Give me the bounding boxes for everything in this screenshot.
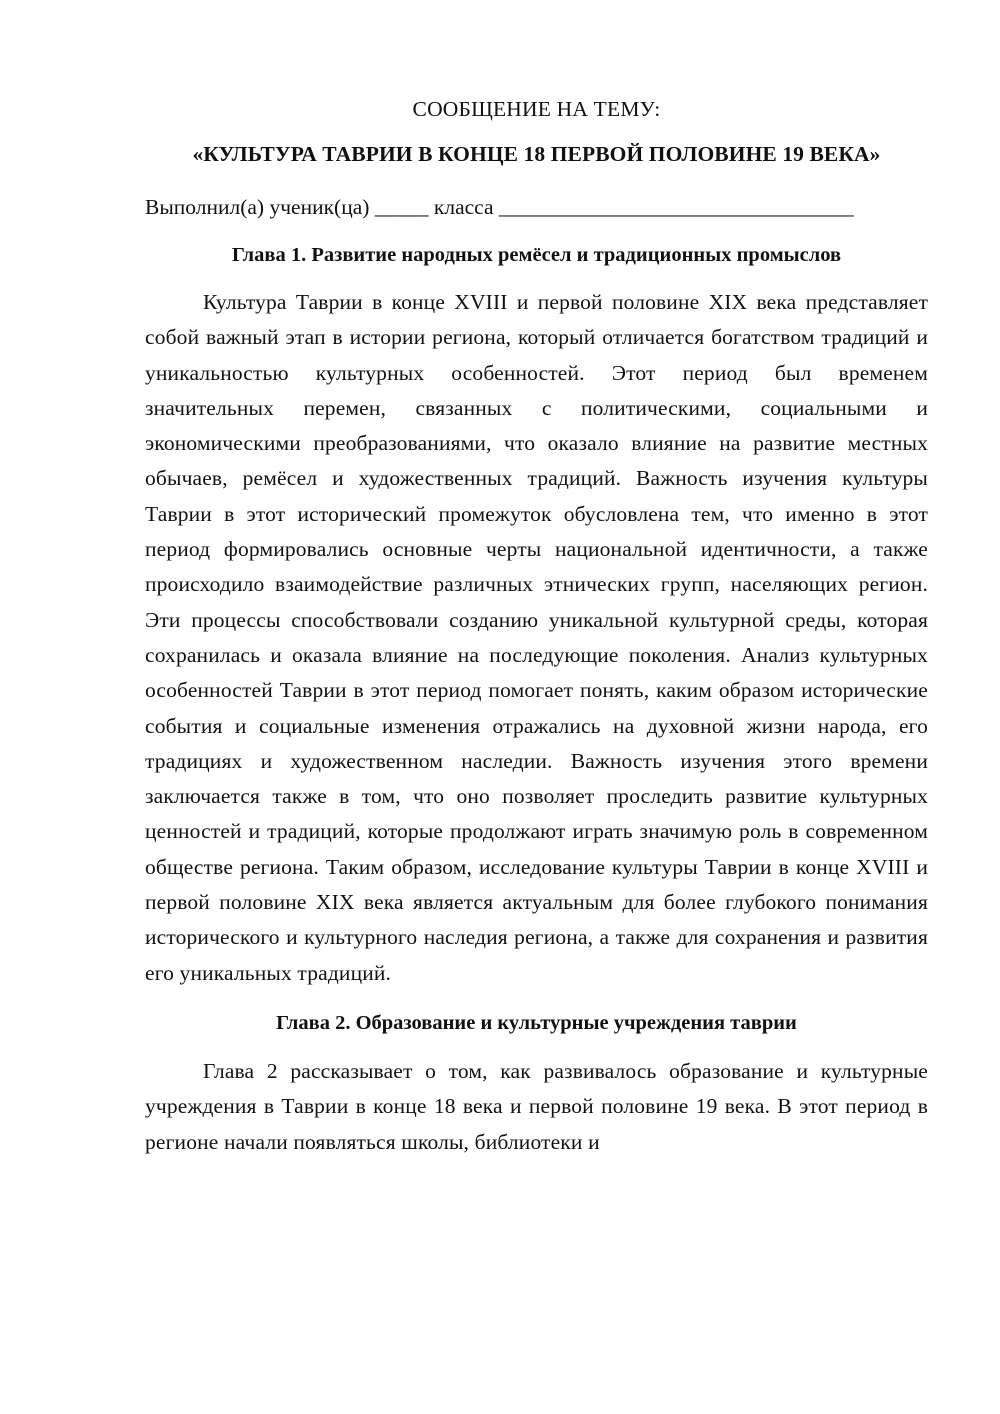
document-heading-line1: СООБЩЕНИЕ НА ТЕМУ:: [412, 97, 661, 121]
author-line: Выполнил(а) ученик(ца) _____ класса _________________________________: [145, 195, 854, 219]
chapter-1-title: Глава 1. Развитие народных ремёсел и традиционных промыслов: [231, 244, 842, 266]
chapter-2-title: Глава 2. Образование и культурные учреждения таврии: [276, 1011, 797, 1034]
chapter-1-paragraph: Культура Таврии в конце XVIII и первой половине XIX века представляет собой важный этап в истории региона, который отличается богатством традиций и уникальностью культурных особенностей. Этот период был временем значительных перемен, связанных с политическими, социальными и экономическими преобразованиями, что оказало влияние на развитие местных обычаев, ремёсел и художественных традиций. Важность изучения культуры Таврии в этот исторический промежуток обусловлена тем, что именно в этот период формировались основные черты национальной идентичности, а также происходило взаимодействие различных этнических групп, населяющих регион. Эти процессы способствовали созданию уникальной культурной среды, которая сохранилась и оказала влияние на последующие поколения. Анализ культурных особенностей Таврии в этот период помогает понять, каким образом исторические события и социальные изменения отражались на духовной жизни народа, его традициях и художественном наследии. Важность изучения этого времени заключается также в том, что оно позволяет проследить развитие культурных ценностей и традиций, которые продолжают играть значимую роль в современном обществе региона. Таким образом, исследование культуры Таврии в конце XVIII и первой половине XIX века является актуальным для более глубокого понимания исторического и культурного наследия региона, а также для сохранения и развития его уникальных традиций.: [145, 290, 928, 985]
document-title: «КУЛЬТУРА ТАВРИИ В КОНЦЕ 18 ПЕРВОЙ ПОЛОВИНЕ 19 ВЕКА»: [192, 142, 881, 166]
document-page: [145, 95, 928, 1160]
chapter-2-paragraph: Глава 2 рассказывает о том, как развивалось образование и культурные учреждения в Таврии в конце 18 века и первой половине 19 века. В этот период в регионе начали появляться школы, библиотеки и: [145, 1058, 928, 1154]
